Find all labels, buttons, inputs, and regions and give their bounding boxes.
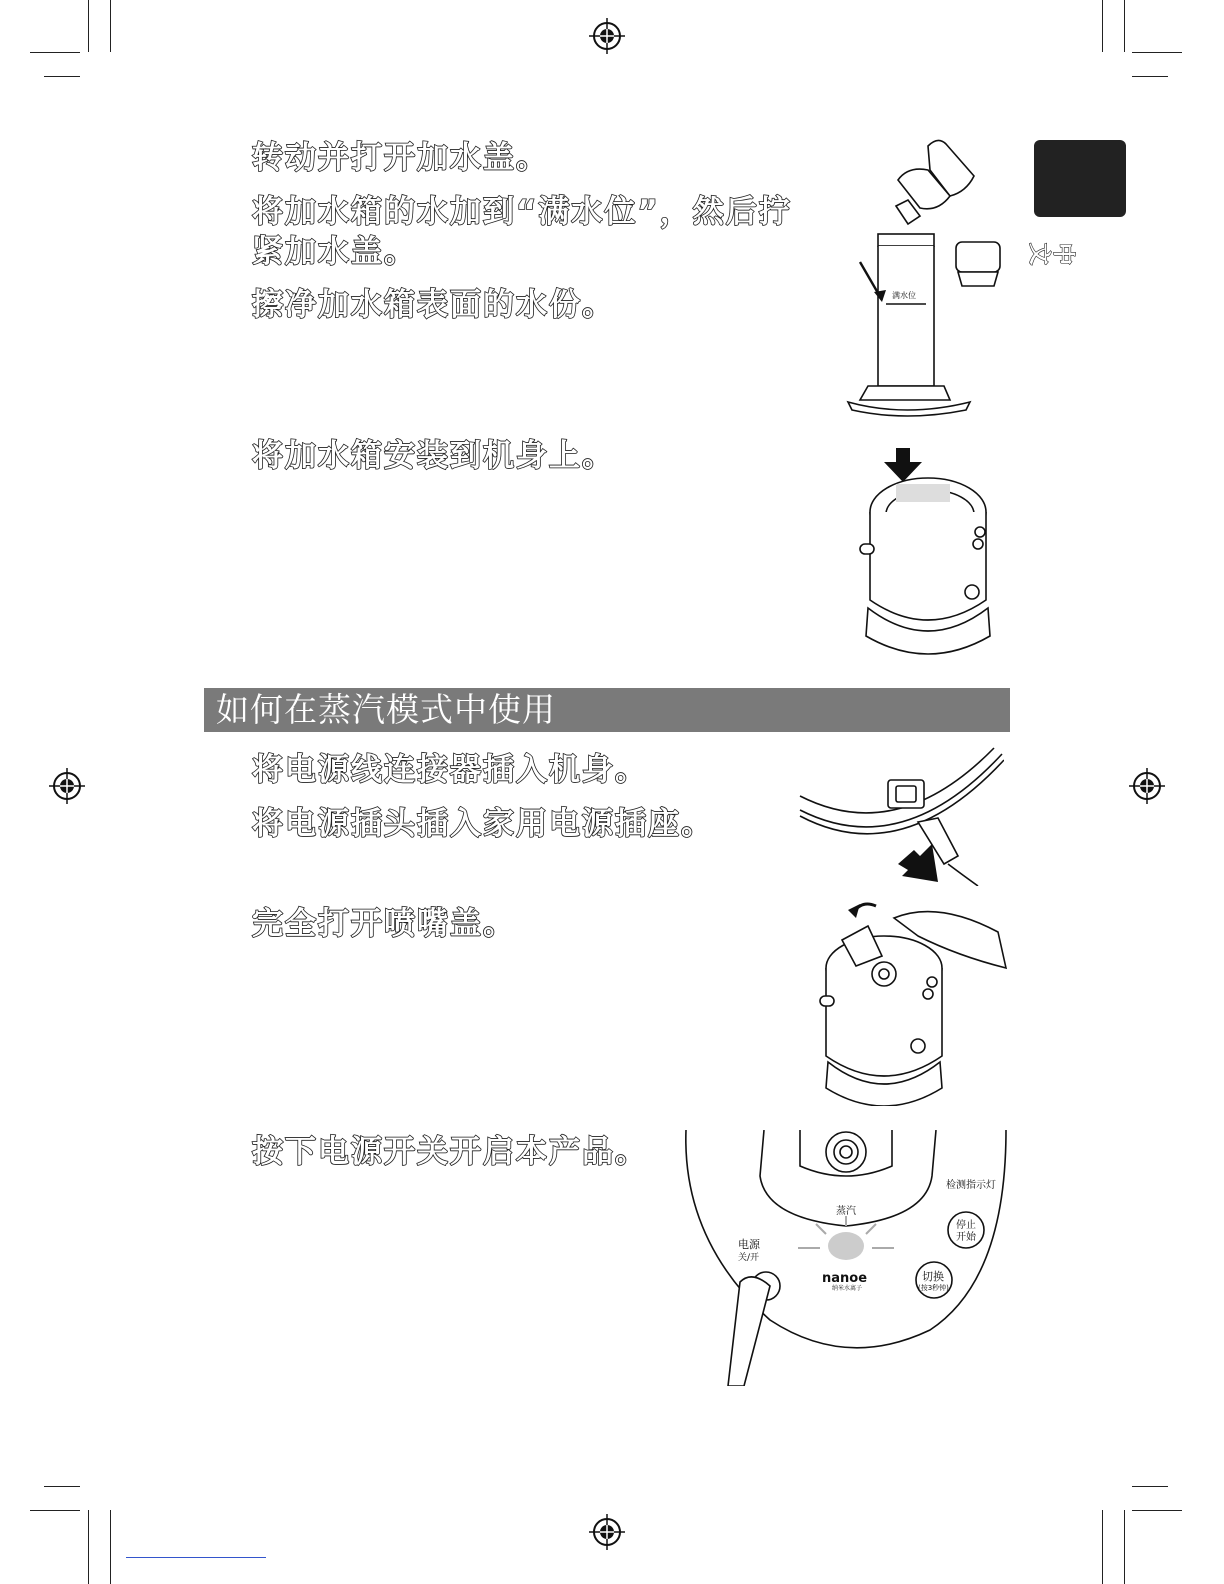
- registration-mark-icon: [589, 1514, 625, 1550]
- crop-mark: [1132, 52, 1182, 53]
- registration-mark-icon: [1129, 768, 1165, 804]
- crop-mark: [1102, 1510, 1103, 1584]
- power-cord-illustration: [798, 746, 1004, 886]
- crop-mark: [1102, 0, 1103, 52]
- section-header: [204, 688, 1010, 732]
- water-tank-illustration: [846, 136, 1006, 422]
- crop-mark: [88, 1510, 89, 1584]
- crop-mark: [1132, 76, 1168, 77]
- switch-hint-label: (按3秒钟): [918, 1284, 949, 1292]
- language-tab: [1034, 140, 1126, 217]
- crop-mark: [88, 0, 89, 52]
- switch-label: 切换: [922, 1270, 944, 1283]
- nozzle-cover-illustration: [818, 896, 1008, 1106]
- step-text: 完全打开喷嘴盖。: [252, 906, 516, 942]
- brand-sub-label: 纳米水离子: [832, 1285, 863, 1292]
- step-text: 将电源线连接器插入机身。: [252, 752, 648, 788]
- section-title: 如何在蒸汽模式中使用: [216, 690, 556, 729]
- stop-label: 停止: [956, 1220, 976, 1231]
- language-tab-label: 中文: [1027, 239, 1076, 265]
- crop-mark: [1124, 1510, 1125, 1584]
- crop-mark: [1132, 1510, 1182, 1511]
- power-label: 电源: [738, 1238, 760, 1251]
- control-panel-illustration: [680, 1130, 1010, 1386]
- tank-install-illustration: [856, 440, 996, 666]
- crop-mark: [30, 1510, 80, 1511]
- crop-mark: [110, 1510, 111, 1584]
- off-on-label: 关/开: [738, 1253, 760, 1263]
- brand-label: nanoe: [822, 1271, 868, 1286]
- footer-rule: [126, 1557, 266, 1558]
- crop-mark: [1124, 0, 1125, 52]
- start-label: 开始: [956, 1232, 976, 1243]
- crop-mark: [30, 52, 80, 53]
- crop-mark: [44, 1486, 80, 1487]
- registration-mark-icon: [49, 768, 85, 804]
- water-level-label: 满水位: [892, 291, 916, 300]
- step-text: 按下电源开关开启本产品。: [252, 1134, 648, 1170]
- crop-mark: [44, 76, 80, 77]
- crop-mark: [1132, 1486, 1168, 1487]
- steam-label: 蒸汽: [836, 1206, 856, 1217]
- indicator-lamp-label: 检测指示灯: [946, 1180, 996, 1191]
- step-text: 将加水箱安装到机身上。: [252, 438, 615, 474]
- step-text: 将电源插头插入家用电源插座。: [252, 806, 714, 842]
- step-text: 擦净加水箱表面的水份。: [252, 287, 615, 323]
- step-text: 紧加水盖。: [252, 234, 417, 270]
- step-text: 转动并打开加水盖。: [252, 140, 549, 176]
- crop-mark: [110, 0, 111, 52]
- registration-mark-icon: [589, 18, 625, 54]
- step-text: 将加水箱的水加到“满水位”，然后拧: [252, 194, 792, 230]
